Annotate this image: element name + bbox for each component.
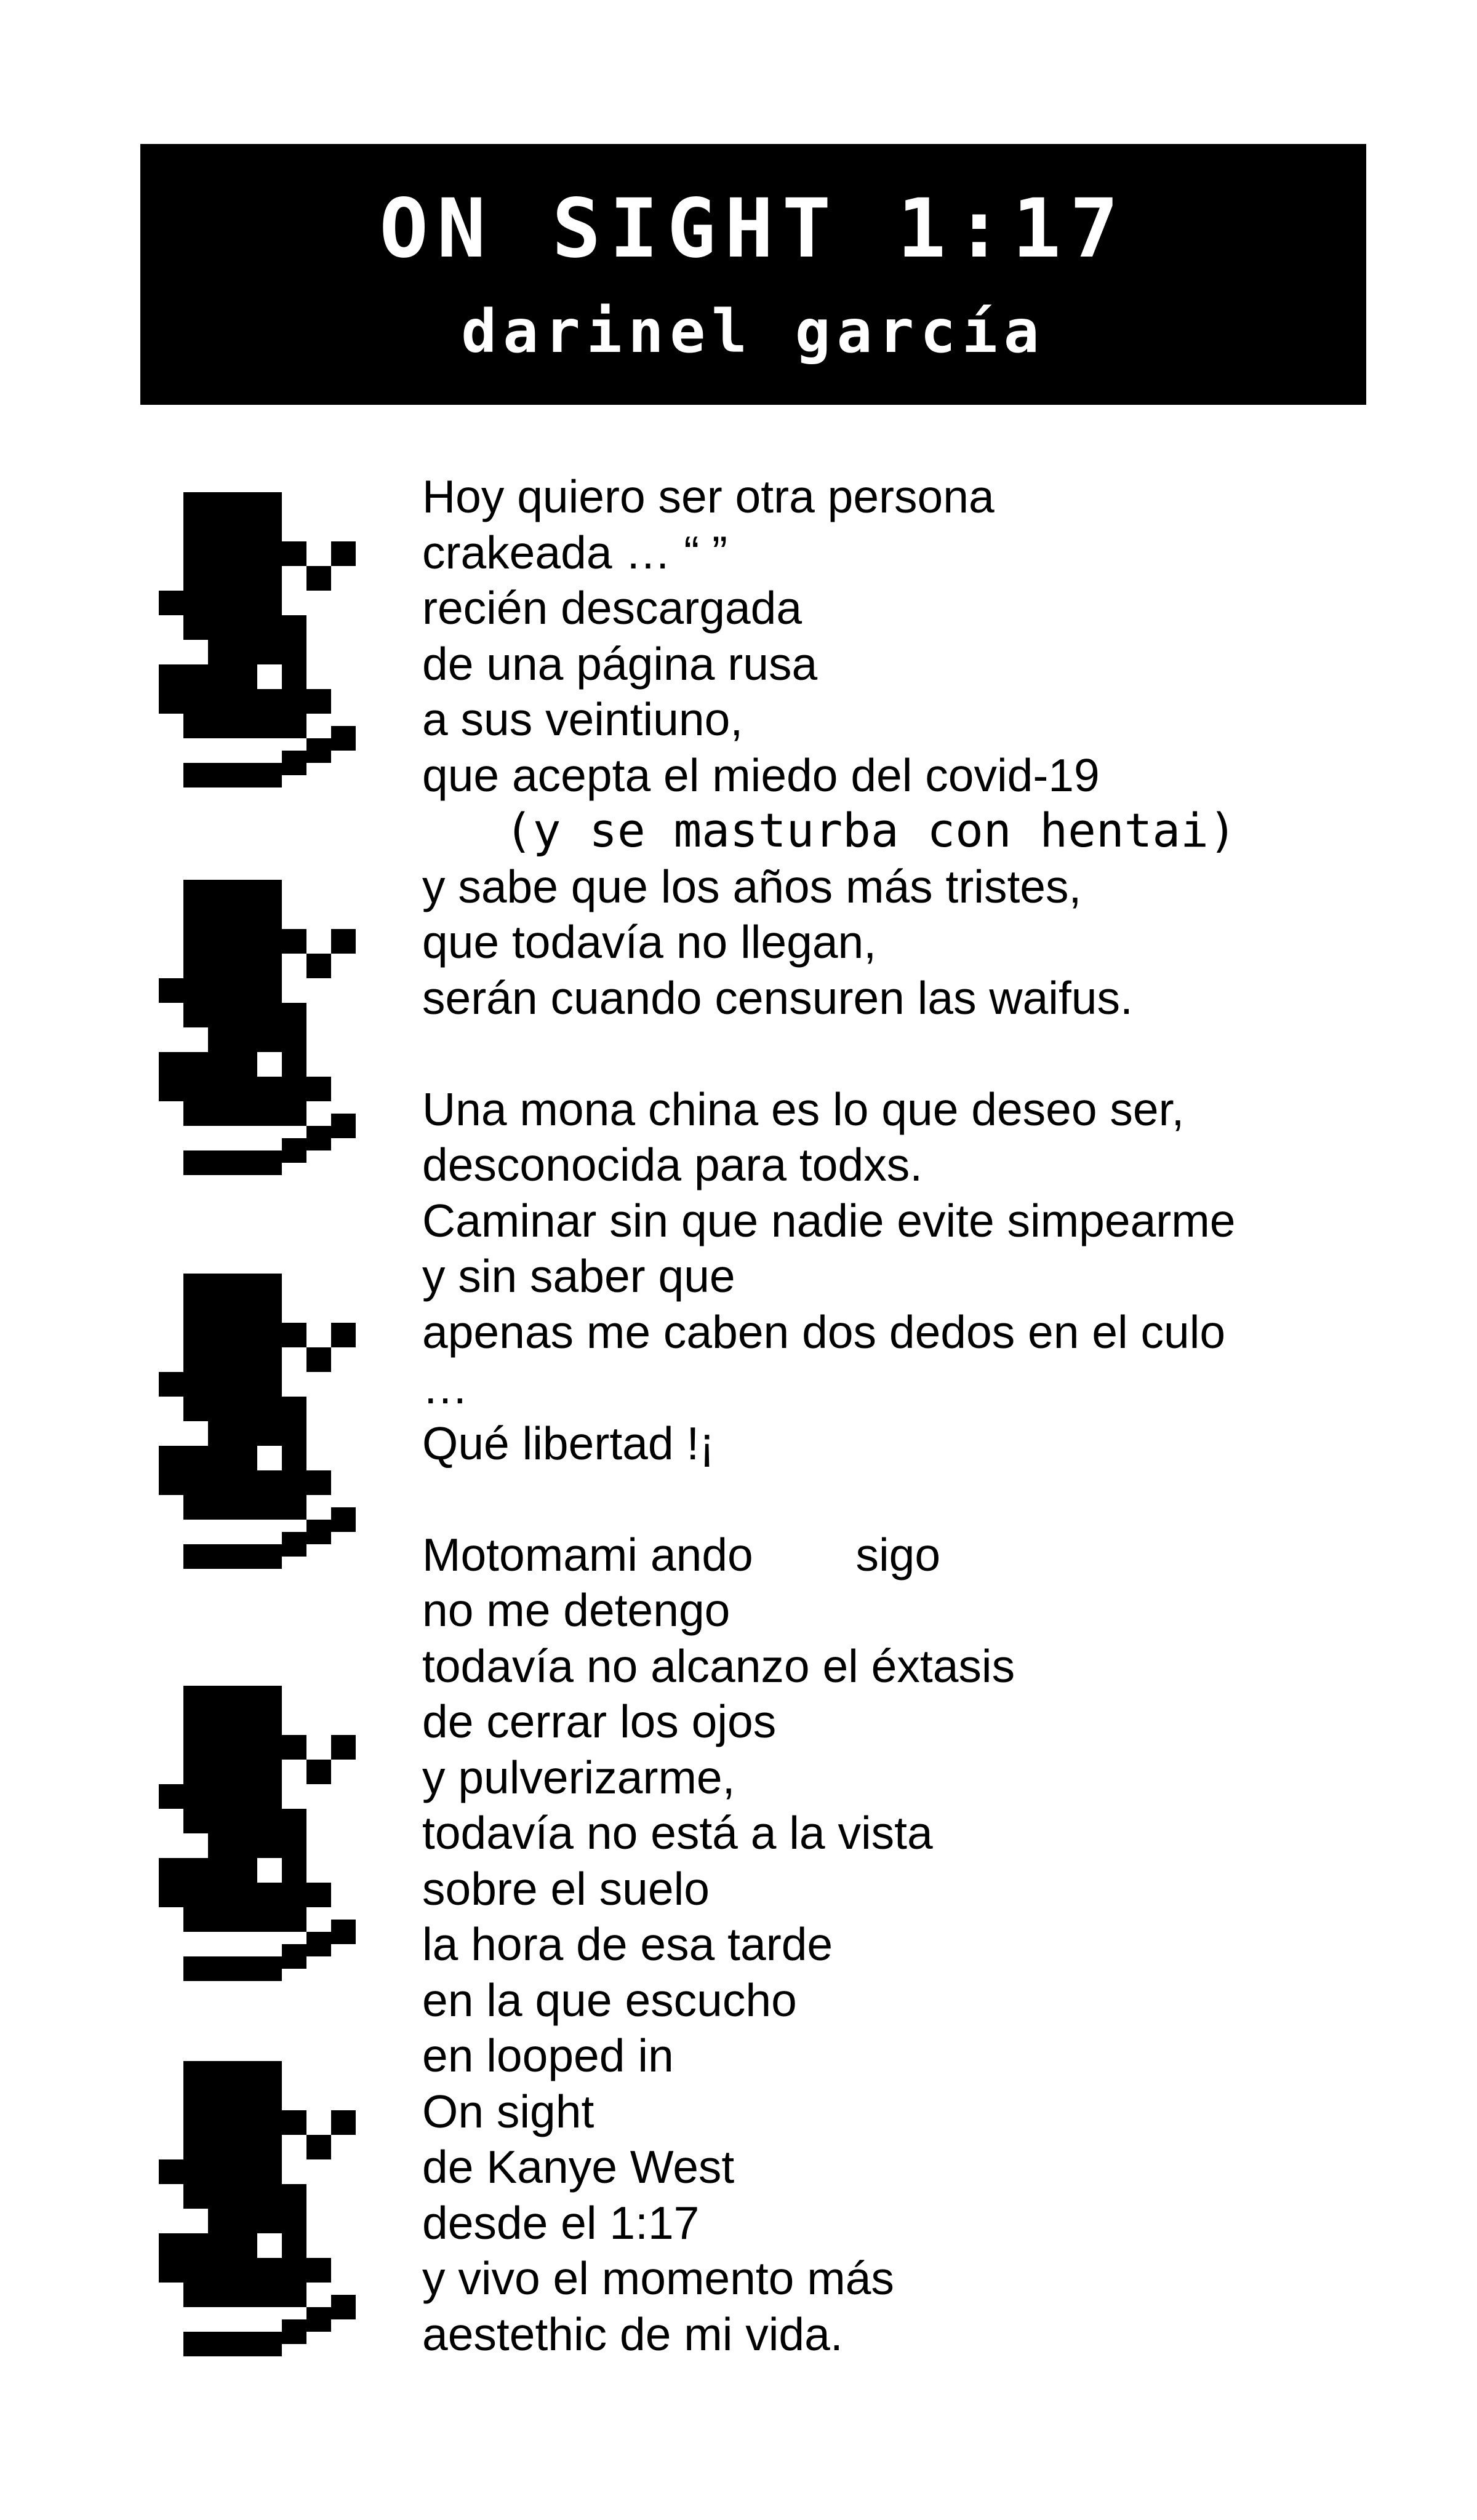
poem-line: de Kanye West — [422, 2141, 735, 2193]
poem-line: Hoy quiero ser otra persona — [422, 471, 995, 522]
space-invader-icon — [140, 1255, 391, 1575]
poem-line: todavía no alcanzo el éxtasis — [422, 1640, 1015, 1692]
poem-line: (y se masturba con hentai) — [505, 803, 1237, 858]
poem-body — [422, 469, 1333, 2362]
poem-line: de cerrar los ojos — [422, 1696, 777, 1747]
poem-line: y pulverizarme, — [422, 1751, 735, 1803]
author-name: darinel garcía — [461, 297, 1046, 366]
poem-line: en la que escucho — [422, 1974, 797, 2026]
title-banner — [140, 144, 1366, 405]
poem-line: que todavía no llegan, — [422, 916, 877, 968]
poem-line: en looped in — [422, 2030, 674, 2081]
poem-line: y sin saber que — [422, 1250, 735, 1302]
poem-line: Caminar sin que nadie evite simpearme — [422, 1194, 1236, 1246]
space-invader-icon — [140, 474, 391, 794]
poem-line: de una página rusa — [422, 637, 818, 690]
poem-line: y vivo el momento más — [422, 2252, 894, 2304]
space-invader-icon — [140, 2043, 391, 2362]
poem-line: Una mona china es lo que deseo ser, — [422, 1083, 1185, 1135]
poem-title: ON SIGHT 1:17 — [379, 181, 1127, 276]
poem-line: sobre el suelo — [422, 1862, 710, 1915]
poem-line: Qué libertad !¡ — [422, 1417, 715, 1469]
poem-line: desde el 1:17 — [422, 2196, 700, 2249]
poem-line: On sight — [422, 2085, 594, 2137]
poem-line: aestethic de mi vida. — [422, 2308, 843, 2360]
poem-line: apenas me caben dos dedos en el culo — [422, 1306, 1226, 1358]
poem-line: recién descargada — [422, 582, 803, 634]
poem-line: y sabe que los años más tristes, — [422, 860, 1082, 912]
space-invader-icon — [140, 1667, 391, 1987]
poem-line: a sus veintiuno, — [422, 693, 743, 745]
poem-line: que acepta el miedo del covid-19 — [422, 749, 1100, 801]
poem-line: crakeada … “ ” — [422, 526, 727, 578]
poem-line: desconocida para todxs. — [422, 1139, 923, 1190]
poem-stanza-break — [422, 1471, 1333, 1527]
poem-line: no me detengo — [422, 1584, 730, 1636]
space-invader-icon — [140, 861, 391, 1181]
poem-line: serán cuando censuren las waifus. — [422, 971, 1133, 1024]
poem-line: la hora de esa tarde — [422, 1918, 833, 1970]
poem-stanza-break — [422, 1026, 1333, 1082]
poem-line: todavía no está a la vista — [422, 1807, 933, 1859]
poem-line: Motomami ando sigo — [422, 1528, 941, 1581]
poem-line: … — [422, 1362, 468, 1413]
